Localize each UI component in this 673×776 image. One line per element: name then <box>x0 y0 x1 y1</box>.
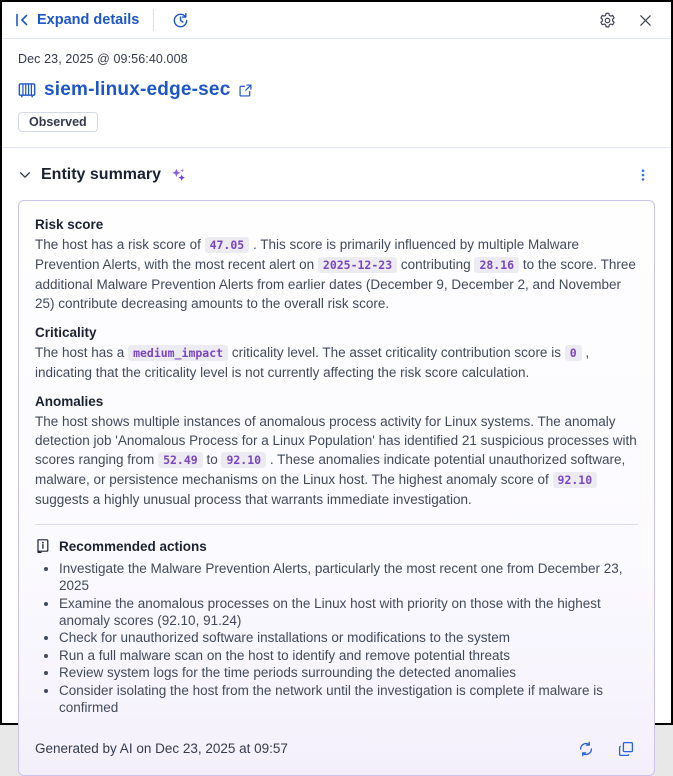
section-paragraph: The host has a medium_impact criticality level. The asset criticality contribution score is 0 , indicating that the criticality level is not currently affecting the risk score calculation. <box>35 345 590 380</box>
recommended-action-item: • Run a full malware scan on the host to identify and remove potential threats <box>59 647 638 664</box>
collapse-left-icon <box>14 12 30 28</box>
generated-by-text: Generated by AI on Dec 23, 2025 at 09:57 <box>35 741 288 756</box>
recommended-action-item: • Examine the anomalous processes on the Linux host with priority on those with the highest anomaly scores (92.10, 91.24) <box>59 595 638 629</box>
event-timestamp: Dec 23, 2025 @ 09:56:40.008 <box>18 52 188 66</box>
inline-code-value: 2025-12-23 <box>318 257 397 273</box>
section-paragraph: The host has a risk score of 47.05 . This score is primarily influenced by multiple Malware Prevention Alerts, with the most recent alert on 2025-12-23 contributing 28.16 to the score. Three additional Malware Prevention Alerts from earlier dates (December 9, December 2, and November 25) contribute decreasing amounts to the overall risk score. <box>35 237 636 311</box>
inline-code-value: 52.49 <box>158 452 203 468</box>
flyout-header <box>2 2 671 39</box>
recommended-actions-divider <box>35 524 638 525</box>
inline-code-value: 92.10 <box>553 472 598 488</box>
section-heading: Criticality <box>35 325 97 340</box>
history-clock-icon[interactable] <box>168 8 192 32</box>
book-info-icon <box>35 538 51 554</box>
recommended-action-item: • Review system logs for the time periods surrounding the detected anomalies <box>59 664 638 681</box>
regenerate-icon[interactable] <box>574 737 598 761</box>
gear-icon[interactable] <box>595 8 619 32</box>
recommended-action-item: • Consider isolating the host from the network until the investigation is complete if malware is confirmed <box>59 682 638 716</box>
external-link-icon[interactable] <box>238 83 253 98</box>
inline-code-value: 92.10 <box>221 452 266 468</box>
chevron-down-icon <box>18 168 32 182</box>
recommended-actions-list <box>35 560 638 716</box>
close-icon[interactable] <box>633 8 657 32</box>
summary-sections <box>35 217 638 509</box>
copy-icon[interactable] <box>614 737 638 761</box>
host-name-link[interactable]: siem-linux-edge-sec <box>44 79 231 100</box>
inline-code-value: 28.16 <box>474 257 519 273</box>
inline-code-value: medium_impact <box>128 345 228 361</box>
recommended-actions-heading: Recommended actions <box>59 538 207 554</box>
entity-summary-toggle[interactable] <box>18 166 187 184</box>
observed-badge: Observed <box>18 112 98 132</box>
recommended-action-item: • Check for unauthorized software installations or modifications to the system <box>59 629 638 646</box>
section-divider <box>2 147 671 148</box>
inline-code-value: 47.05 <box>205 237 250 253</box>
inline-code-value: 0 <box>565 345 582 361</box>
expand-details-label: Expand details <box>37 12 140 28</box>
entity-summary-title: Entity summary <box>41 166 162 183</box>
section-heading: Risk score <box>35 217 104 232</box>
storage-icon <box>18 81 36 99</box>
section-heading: Anomalies <box>35 394 104 409</box>
kebab-menu-icon[interactable] <box>631 163 655 187</box>
expand-details-button[interactable] <box>14 12 139 28</box>
topbar-divider <box>153 9 154 31</box>
section-paragraph: The host shows multiple instances of anomalous process activity for Linux systems. The anomaly detection job 'Anomalous Process for a Linux Population' has identified 21 suspicious processes with scores ranging from 52.49 to 92.10 . These anomalies indicate potential unauthorized software, malware, or persistence mechanisms on the Linux host. The highest anomaly score of 92.10 suggests a highly unusual process that warrants immediate investigation. <box>35 414 637 507</box>
sparkles-ai-icon <box>170 167 187 184</box>
recommended-action-item: • Investigate the Malware Prevention Alerts, particularly the most recent one from December 23, 2025 <box>59 560 638 594</box>
ai-summary-card <box>18 200 655 776</box>
